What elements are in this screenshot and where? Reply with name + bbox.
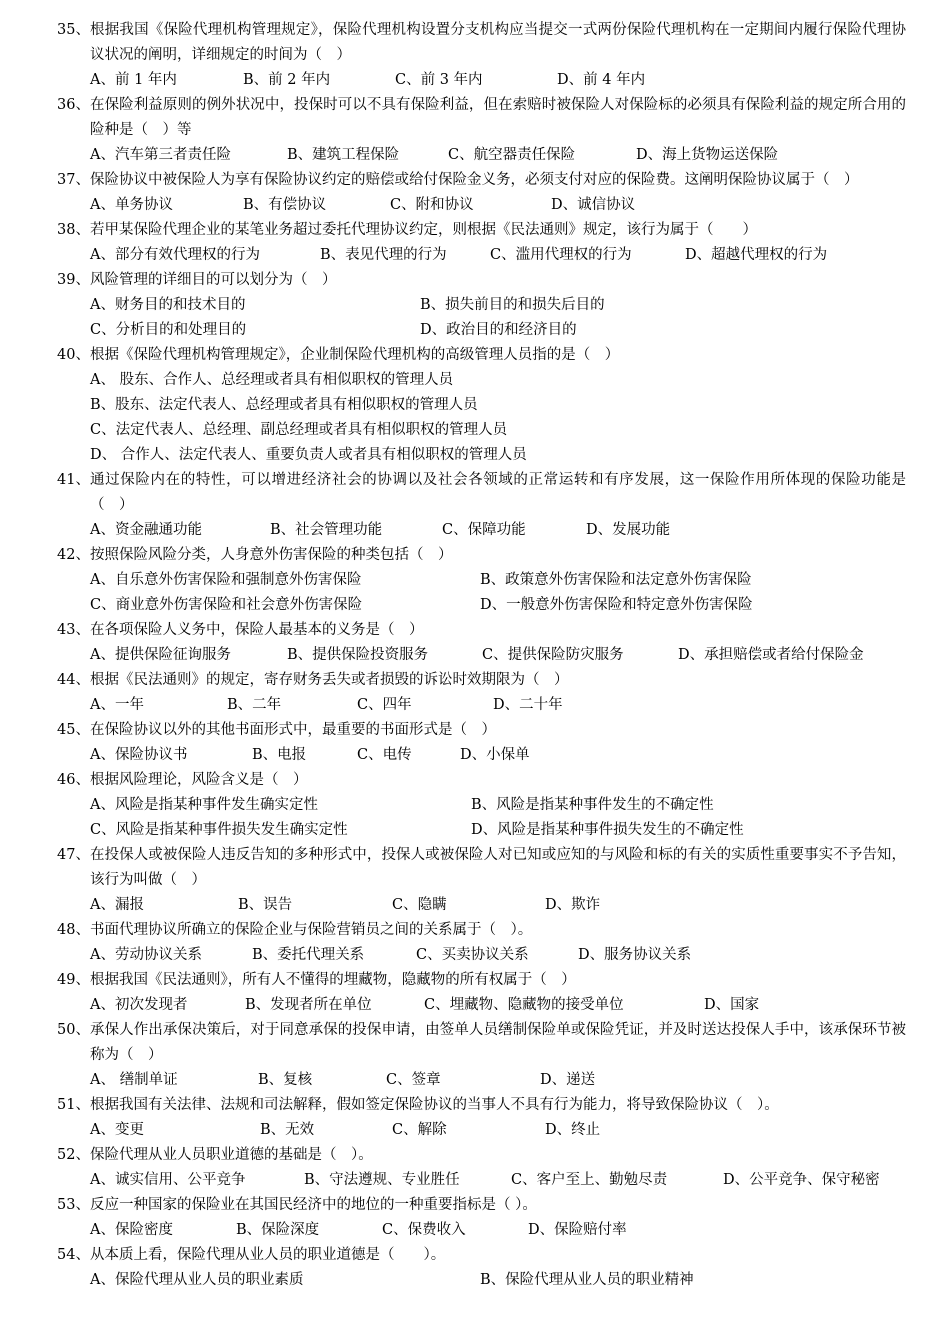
option-row: [90, 793, 906, 818]
question-stem: 若甲某保险代理企业的某笔业务超过委托代理协议约定，则根据《民法通则》规定，该行为属于（ ）: [90, 222, 757, 238]
question-39: [57, 268, 906, 293]
question-number: 43、: [57, 622, 90, 638]
question-number: 52、: [57, 1147, 90, 1163]
option-row: [90, 893, 906, 918]
question-number: 42、: [57, 547, 90, 563]
question-38: [57, 218, 906, 243]
option-d: D、 合作人、法定代表人、重要负责人或者具有相似职权的管理人员: [90, 447, 527, 463]
question-number: 36、: [57, 97, 90, 113]
option-d: D、发展功能: [586, 522, 671, 538]
option-c: C、保费收入: [382, 1222, 466, 1238]
option-a: A、保险密度: [90, 1222, 173, 1238]
option-c: C、埋藏物、隐藏物的接受单位: [424, 997, 624, 1013]
option-row: [90, 818, 906, 843]
option-a: A、部分有效代理权的行为: [90, 247, 260, 263]
answer-options: [90, 568, 906, 618]
question-45: [57, 718, 906, 743]
question-52: [57, 1143, 906, 1168]
question-stem: 根据我国有关法律、法规和司法解释，假如签定保险协议的当事人不具有行为能力，将导致保险协议（ ）。: [90, 1097, 779, 1113]
option-c: C、隐瞒: [392, 897, 447, 913]
option-row: [90, 293, 906, 318]
option-a: A、资金融通功能: [90, 522, 202, 538]
option-c: C、买卖协议关系: [416, 947, 529, 963]
question-number: 47、: [57, 847, 90, 863]
option-row: [90, 193, 906, 218]
option-d: D、一般意外伤害保险和特定意外伤害保险: [480, 597, 753, 613]
option-b: B、保险深度: [236, 1222, 320, 1238]
question-49: [57, 968, 906, 993]
option-c: C、保障功能: [442, 522, 526, 538]
question-stem: 从本质上看，保险代理从业人员的职业道德是（ ）。: [90, 1247, 446, 1263]
option-d: D、风险是指某种事件损失发生的不确定性: [471, 822, 744, 838]
option-d: D、国家: [704, 997, 760, 1013]
option-row: [90, 643, 906, 668]
answer-options: [90, 1168, 906, 1193]
question-43: [57, 618, 906, 643]
question-stem: 保险协议中被保险人为享有保险协议约定的赔偿或给付保险金义务，必须支付对应的保险费。这阐明保险协议属于（ ）: [90, 172, 859, 188]
option-b: B、损失前目的和损失后目的: [420, 297, 605, 313]
option-d: D、承担赔偿或者给付保险金: [678, 647, 864, 663]
question-stem: 风险管理的详细目的可以划分为（ ）: [90, 272, 337, 288]
answer-options: [90, 368, 906, 468]
option-d: D、递送: [540, 1072, 596, 1088]
option-b: B、有偿协议: [243, 197, 327, 213]
option-row: [90, 1068, 906, 1093]
answer-options: [90, 243, 906, 268]
option-c: C、风险是指某种事件损失发生确实定性: [90, 822, 348, 838]
option-row: [90, 368, 906, 393]
answer-options: [90, 993, 906, 1018]
question-42: [57, 543, 906, 568]
option-c: C、电传: [357, 747, 412, 763]
question-stem: 反应一种国家的保险业在其国民经济中的地位的一种重要指标是（ ）。: [90, 1197, 537, 1213]
option-a: A、诚实信用、公平竞争: [90, 1172, 246, 1188]
answer-options: [90, 693, 906, 718]
option-row: [90, 993, 906, 1018]
answer-options: [90, 143, 906, 168]
option-row: [90, 143, 906, 168]
question-stem: 在投保人或被保险人违反告知的多种形式中，投保人或被保险人对已知或应知的与风险和标的有关的实质性重要事实不予告知，该行为叫做（ ）: [90, 847, 906, 888]
option-b: B、二年: [227, 697, 282, 713]
option-b: B、前 2 年内: [243, 72, 331, 88]
option-row: [90, 418, 906, 443]
option-b: B、误告: [238, 897, 293, 913]
option-d: D、欺诈: [545, 897, 601, 913]
option-b: B、提供保险投资服务: [287, 647, 429, 663]
question-number: 38、: [57, 222, 90, 238]
answer-options: [90, 743, 906, 768]
option-row: [90, 568, 906, 593]
question-35: [57, 18, 906, 68]
option-c: C、航空器责任保险: [448, 147, 576, 163]
question-number: 44、: [57, 672, 90, 688]
option-a: A、前 1 年内: [90, 72, 177, 88]
option-d: D、海上货物运送保险: [636, 147, 779, 163]
question-51: [57, 1093, 906, 1118]
option-b: B、发现者所在单位: [245, 997, 372, 1013]
answer-options: [90, 893, 906, 918]
question-37: [57, 168, 906, 193]
question-number: 39、: [57, 272, 90, 288]
option-b: B、委托代理关系: [252, 947, 365, 963]
option-d: D、超越代理权的行为: [685, 247, 828, 263]
option-d: D、小保单: [460, 747, 530, 763]
question-stem: 在保险利益原则的例外状况中，投保时可以不具有保险利益，但在索赔时被保险人对保险标的必须具有保险利益的规定所合用的险种是（ ）等: [90, 97, 906, 138]
option-d: D、终止: [545, 1122, 601, 1138]
question-stem: 在保险协议以外的其他书面形式中，最重要的书面形式是（ ）: [90, 722, 496, 738]
question-number: 49、: [57, 972, 90, 988]
option-a: A、一年: [90, 697, 144, 713]
option-d: D、服务协议关系: [578, 947, 692, 963]
option-b: B、股东、法定代表人、总经理或者具有相似职权的管理人员: [90, 397, 478, 413]
option-row: [90, 68, 906, 93]
option-b: B、守法遵规、专业胜任: [304, 1172, 460, 1188]
question-number: 45、: [57, 722, 90, 738]
question-41: [57, 468, 906, 518]
question-number: 50、: [57, 1022, 90, 1038]
option-b: B、电报: [252, 747, 307, 763]
option-row: [90, 1218, 906, 1243]
option-a: A、变更: [90, 1122, 144, 1138]
option-b: B、无效: [260, 1122, 315, 1138]
option-c: C、提供保险防灾服务: [482, 647, 624, 663]
option-b: B、风险是指某种事件发生的不确定性: [471, 797, 714, 813]
option-b: B、建筑工程保险: [287, 147, 400, 163]
option-a: A、提供保险征询服务: [90, 647, 231, 663]
answer-options: [90, 1218, 906, 1243]
question-number: 46、: [57, 772, 90, 788]
option-c: C、商业意外伤害保险和社会意外伤害保险: [90, 597, 363, 613]
option-d: D、二十年: [493, 697, 563, 713]
answer-options: [90, 518, 906, 543]
option-c: C、解除: [392, 1122, 447, 1138]
option-d: D、政治目的和经济目的: [420, 322, 577, 338]
question-stem: 书面代理协议所确立的保险企业与保险营销员之间的关系属于（ ）。: [90, 922, 533, 938]
question-number: 41、: [57, 472, 90, 488]
question-stem: 承保人作出承保决策后，对于同意承保的投保申请，由签单人员缮制保险单或保险凭证，并及时送达投保人手中，该承保环节被称为（ ）: [90, 1022, 906, 1063]
question-36: [57, 93, 906, 143]
option-row: [90, 518, 906, 543]
option-row: [90, 318, 906, 343]
option-row: [90, 1168, 906, 1193]
question-stem: 根据我国《民法通则》，所有人不懂得的埋藏物，隐藏物的所有权属于（ ）: [90, 972, 576, 988]
option-row: [90, 693, 906, 718]
option-row: [90, 593, 906, 618]
option-b: B、复核: [258, 1072, 313, 1088]
option-b: B、社会管理功能: [270, 522, 383, 538]
option-a: A、保险代理从业人员的职业素质: [90, 1272, 304, 1288]
option-row: [90, 943, 906, 968]
answer-options: [90, 1068, 906, 1093]
option-d: D、保险赔付率: [528, 1222, 627, 1238]
option-a: A、风险是指某种事件发生确实定性: [90, 797, 318, 813]
option-c: C、法定代表人、总经理、副总经理或者具有相似职权的管理人员: [90, 422, 508, 438]
option-c: C、签章: [386, 1072, 441, 1088]
question-number: 54、: [57, 1247, 90, 1263]
option-d: D、诚信协议: [551, 197, 636, 213]
option-c: C、四年: [357, 697, 412, 713]
question-40: [57, 343, 906, 368]
question-number: 40、: [57, 347, 90, 363]
option-a: A、汽车第三者责任险: [90, 147, 231, 163]
option-c: C、附和协议: [390, 197, 474, 213]
option-a: A、 缮制单证: [90, 1072, 178, 1088]
answer-options: [90, 1118, 906, 1143]
answer-options: [90, 293, 906, 343]
answer-options: [90, 793, 906, 843]
question-stem: 根据《民法通则》的规定，寄存财务丢失或者损毁的诉讼时效期限为（ ）: [90, 672, 569, 688]
option-b: B、保险代理从业人员的职业精神: [480, 1272, 694, 1288]
question-stem: 根据《保险代理机构管理规定》，企业制保险代理机构的高级管理人员指的是（ ）: [90, 347, 620, 363]
option-row: [90, 1118, 906, 1143]
option-a: A、 股东、合作人、总经理或者具有相似职权的管理人员: [90, 372, 454, 388]
option-a: A、保险协议书: [90, 747, 188, 763]
question-stem: 根据风险理论，风险含义是（ ）: [90, 772, 308, 788]
question-number: 35、: [57, 22, 90, 38]
option-a: A、漏报: [90, 897, 144, 913]
option-c: C、滥用代理权的行为: [490, 247, 632, 263]
question-50: [57, 1018, 906, 1068]
question-number: 53、: [57, 1197, 90, 1213]
question-46: [57, 768, 906, 793]
question-54: [57, 1243, 906, 1268]
answer-options: [90, 643, 906, 668]
option-d: D、前 4 年内: [557, 72, 646, 88]
option-d: D、公平竞争、保守秘密: [723, 1172, 880, 1188]
question-stem: 根据我国《保险代理机构管理规定》，保险代理机构设置分支机构应当提交一式两份保险代理机构在一定期间内履行保险代理协议状况的阐明，详细规定的时间为（ ）: [90, 22, 906, 63]
question-stem: 通过保险内在的特性，可以增进经济社会的协调以及社会各领域的正常运转和有序发展，这一保险作用所体现的保险功能是（ ）: [90, 472, 906, 513]
question-stem: 在各项保险人义务中，保险人最基本的义务是（ ）: [90, 622, 424, 638]
question-number: 48、: [57, 922, 90, 938]
question-47: [57, 843, 906, 893]
answer-options: [90, 68, 906, 93]
option-b: B、政策意外伤害保险和法定意外伤害保险: [480, 572, 752, 588]
answer-options: [90, 1268, 906, 1293]
option-a: A、单务协议: [90, 197, 173, 213]
question-44: [57, 668, 906, 693]
option-a: A、初次发现者: [90, 997, 188, 1013]
answer-options: [90, 943, 906, 968]
answer-options: [90, 193, 906, 218]
option-c: C、分析目的和处理目的: [90, 322, 247, 338]
question-stem: 保险代理从业人员职业道德的基础是（ ）。: [90, 1147, 373, 1163]
question-number: 37、: [57, 172, 90, 188]
question-48: [57, 918, 906, 943]
question-53: [57, 1193, 906, 1218]
option-row: [90, 1268, 906, 1293]
option-a: A、自乐意外伤害保险和强制意外伤害保险: [90, 572, 362, 588]
option-a: A、财务目的和技术目的: [90, 297, 246, 313]
option-c: C、客户至上、勤勉尽责: [511, 1172, 668, 1188]
question-number: 51、: [57, 1097, 90, 1113]
option-row: [90, 393, 906, 418]
option-c: C、前 3 年内: [395, 72, 483, 88]
option-b: B、表见代理的行为: [320, 247, 447, 263]
question-stem: 按照保险风险分类，人身意外伤害保险的种类包括（ ）: [90, 547, 453, 563]
option-a: A、劳动协议关系: [90, 947, 202, 963]
option-row: [90, 743, 906, 768]
option-row: [90, 243, 906, 268]
option-row: [90, 443, 906, 468]
